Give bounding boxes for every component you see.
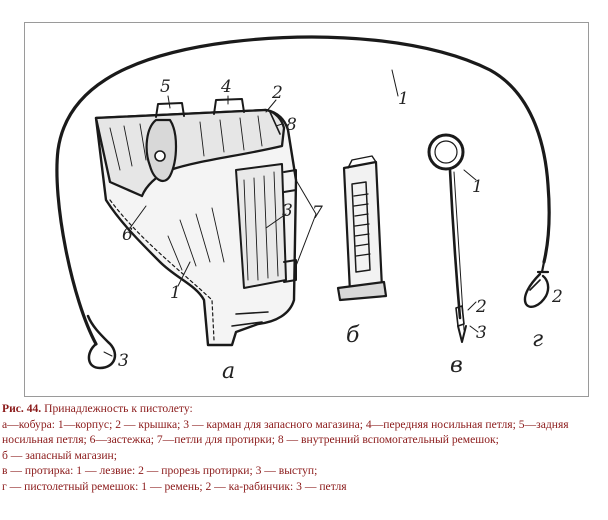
label-lanyard-1: 1 [398,89,409,109]
label-holster-1: 1 [170,283,181,303]
label-holster-2: 2 [272,83,283,103]
spare-magazine [338,156,386,300]
magazine-base [338,282,386,300]
label-letter-b: б [346,323,360,348]
label-holster-4: 4 [221,77,232,97]
rod-tip [458,326,466,342]
holster-clasp-button [155,151,165,161]
holster [96,99,296,345]
label-letter-v: в [450,353,463,378]
cleaning-rod [429,135,478,342]
figure-caption [2,401,606,495]
label-lanyard-3: 3 [118,351,129,371]
label-holster-7: 7 [312,203,323,223]
label-rod-3: 3 [476,323,487,343]
rod-ring [429,135,463,169]
label-letter-g: г [532,327,544,352]
caption-line-a: а—кобура: 1—корпус; 2 — крышка; 3 — карман для запасного магазина; 4—передняя носильная петля; 5—задняя носильная петля; 6—застежка; 7—петли для протирки; 8 — внутренний вспомогательный ремешок; [2,417,569,447]
caption-heading [2,401,606,417]
caption-title-rest: Принадлежность к пистолету: [41,402,193,415]
label-holster-5: 5 [160,77,171,97]
holster-pocket [236,164,286,288]
caption-title: Рис. 44. [2,402,42,415]
caption-line-b: б — запасный магазин; [2,448,117,462]
label-lanyard-2: 2 [552,287,563,307]
caption-line-g: г — пистолетный ремешок: 1 — ремень; 2 — ка-рабинчик: 3 — петля [2,479,347,493]
lanyard-loop [88,316,115,368]
lanyard-carabiner [525,274,548,307]
label-letter-a: а [222,359,236,384]
label-rod-1: 1 [472,177,483,197]
lanyard-swivel [538,262,548,272]
magazine-body [344,162,382,292]
label-rod-2: 2 [476,297,487,317]
label-holster-8: 8 [286,115,297,135]
caption-line-v: в — протирка: 1 — лезвие: 2 — прорезь протирки; 3 — выступ; [2,464,318,478]
label-holster-6: 6 [122,225,133,245]
label-holster-3: 3 [282,201,293,221]
